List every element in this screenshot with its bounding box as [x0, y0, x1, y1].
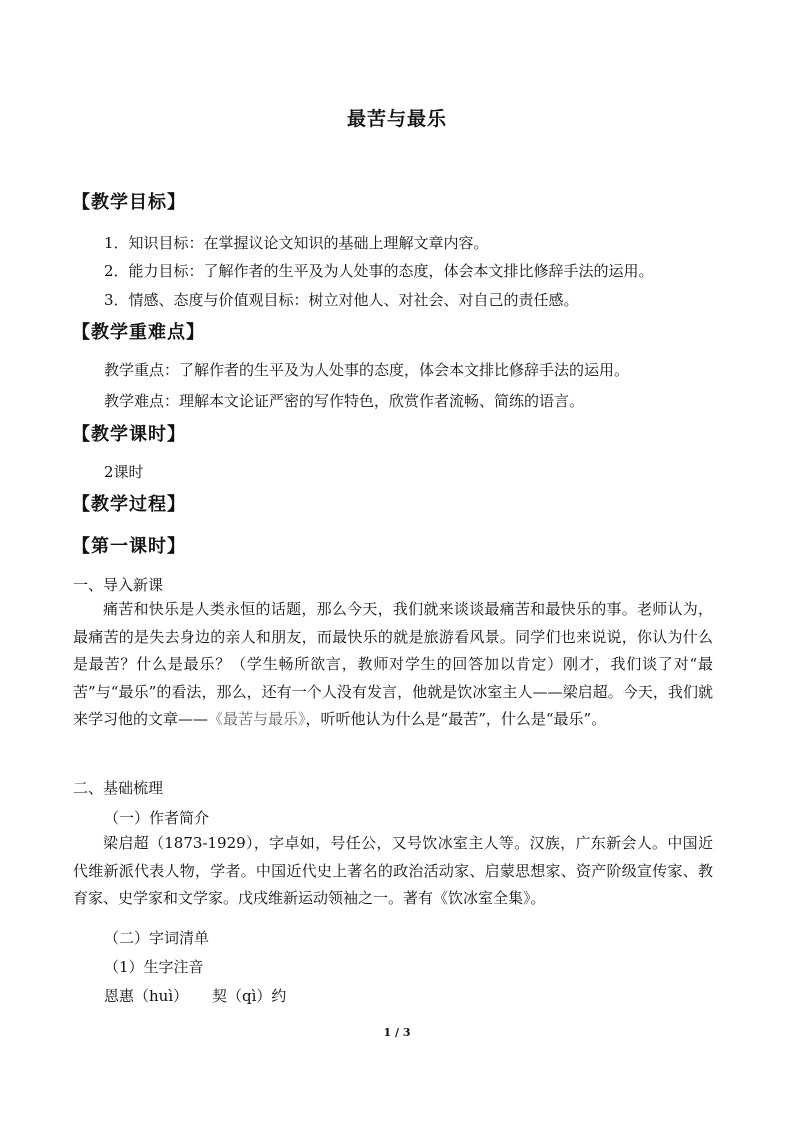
subheading-author: （一）作者简介 [104, 809, 210, 827]
section-heading-intro: 一、导入新课 [73, 576, 164, 594]
heading-first-lesson: 【第一课时】 [72, 536, 186, 557]
subheading-pinyin: （1）生字注音 [104, 958, 204, 976]
pinyin-item: 恩惠（huì） [104, 987, 189, 1005]
author-paragraph: 梁启超（1873-1929），字卓如，号任公，又号饮冰室主人等。汉族，广东新会人。中国近代维新派代表人物，学者。中国近代史上著名的政治活动家、启蒙思想家、资产阶级宣传家、教育家、史学家和文学家。戊戌维新运动领袖之一。著有《饮冰室全集》。 [73, 834, 713, 907]
heading-teaching-objectives: 【教学目标】 [72, 192, 186, 213]
key-point-item: 教学重点：了解作者的生平及为人处事的态度，体会本文排比修辞手法的运用。 [104, 361, 630, 379]
objective-item: 2．能力目标：了解作者的生平及为人处事的态度，体会本文排比修辞手法的运用。 [104, 262, 654, 280]
heading-teaching-process: 【教学过程】 [72, 494, 186, 515]
heading-teaching-hours: 【教学课时】 [72, 424, 186, 445]
intro-paragraph [73, 596, 713, 734]
heading-key-points: 【教学重难点】 [72, 322, 205, 343]
section-heading-basics: 二、基础梳理 [73, 779, 164, 797]
objective-item: 1．知识目标：在掌握议论文知识的基础上理解文章内容。 [104, 234, 489, 252]
page-number: 1 / 3 [383, 1026, 411, 1039]
document-title: 最苦与最乐 [346, 108, 447, 130]
objective-item: 3．情感、态度与价值观目标：树立对他人、对社会、对自己的责任感。 [104, 291, 579, 309]
subheading-vocabulary: （二）字词清单 [104, 929, 210, 947]
intro-text-b: ，听听他认为什么是“最苦”，什么是“最乐”。 [305, 710, 607, 728]
teaching-hours-value: 2课时 [104, 463, 144, 481]
article-reference: 《最苦与最乐》 [208, 710, 306, 728]
pinyin-item: 契（qì）约 [212, 987, 287, 1005]
key-point-item: 教学难点：理解本文论证严密的写作特色，欣赏作者流畅、简练的语言。 [104, 392, 585, 410]
intro-text-a: 痛苦和快乐是人类永恒的话题，那么今天，我们就来谈谈最痛苦和最快乐的事。老师认为，最痛苦的是失去身边的亲人和朋友，而最快乐的就是旅游看风景。同学们也来说说，你认为什么是最苦？什么是最乐？（学生畅所欲言，教师对学生的回答加以肯定）刚才，我们谈了对“最苦”与“最乐”的看法，那么，还有一个人没有发言，他就是饮冰室主人——梁启超。今天，我们就来学习他的文章—— [73, 600, 713, 728]
